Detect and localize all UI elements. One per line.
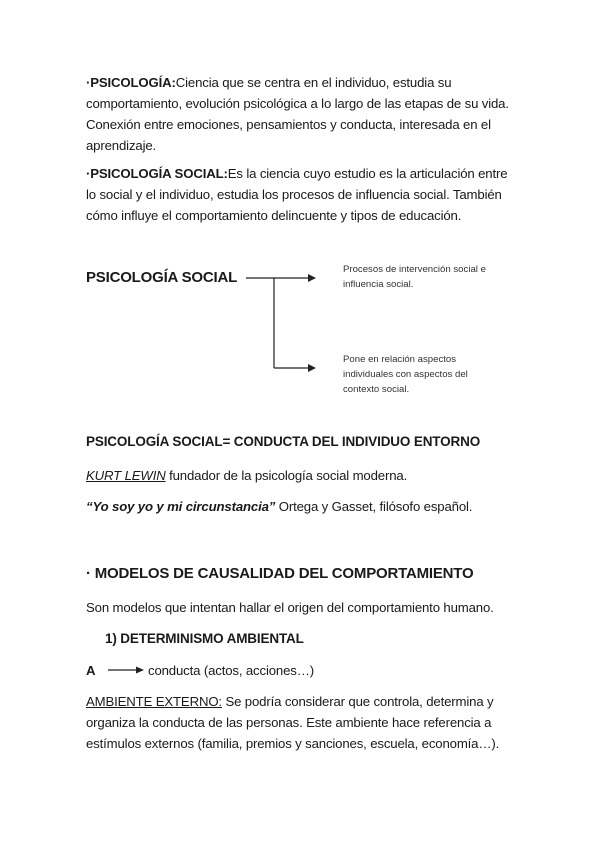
branch2-text: Pone en relación aspectos individuales con aspectos del contexto social. — [343, 354, 468, 395]
psicologia-text: Ciencia que se centra en el individuo, estudia su comportamiento, evolución psicológica a lo largo de las etapas de su vida. Conexión entre emociones, pensamientos y conducta, interesada en el aprendizaje. — [86, 75, 509, 153]
ambiente-term: AMBIENTE EXTERNO: — [86, 694, 222, 709]
section-title: · MODELOS DE CAUSALIDAD DEL COMPORTAMIENTO — [86, 565, 474, 582]
psicologia-social-text: Es la ciencia cuyo estudio es la articulación entre lo social y el individuo, estudia los procesos de influencia social. También cómo influye el comportamiento delincuente y tipos de educación. — [86, 166, 508, 223]
diagram-title: PSICOLOGÍA SOCIAL — [86, 269, 238, 286]
lewin-name: KURT LEWIN — [86, 468, 166, 483]
ambiente-text: Se podría considerar que controla, determina y organiza la conducta de las personas. Este ambiente hace referencia a estímulos externos (familia, premios y sanciones, escuela, economía…). — [86, 694, 500, 751]
psicologia-social-definition — [86, 163, 516, 226]
lewin-line — [86, 465, 407, 486]
branch1-text: Procesos de intervención social e influencia social. — [343, 264, 486, 290]
branch-arrows — [240, 265, 340, 375]
psicologia-term: ·PSICOLOGÍA: — [86, 75, 176, 90]
quote-text: “Yo soy yo y mi circunstancia” — [86, 499, 276, 514]
quote-line — [86, 496, 472, 517]
branch1-arrowhead — [308, 274, 316, 282]
arrow-to: conducta (actos, acciones…) — [148, 663, 315, 678]
branch2-arrowhead — [308, 364, 316, 372]
ambiente-paragraph — [86, 691, 516, 754]
lewin-text: fundador de la psicología social moderna. — [165, 468, 408, 483]
section-intro: Son modelos que intentan hallar el origen del comportamiento humano. — [86, 600, 494, 615]
arrow — [106, 663, 146, 677]
psicologia-social-term: ·PSICOLOGÍA SOCIAL: — [86, 166, 228, 181]
equation: PSICOLOGÍA SOCIAL= CONDUCTA DEL INDIVIDUO ENTORNO — [86, 434, 481, 449]
arrow-from: A — [86, 663, 96, 678]
psicologia-definition — [86, 72, 516, 156]
sub-title: 1) DETERMINISMO AMBIENTAL — [105, 631, 304, 646]
quote-author: Ortega y Gasset, filósofo español. — [275, 499, 473, 514]
